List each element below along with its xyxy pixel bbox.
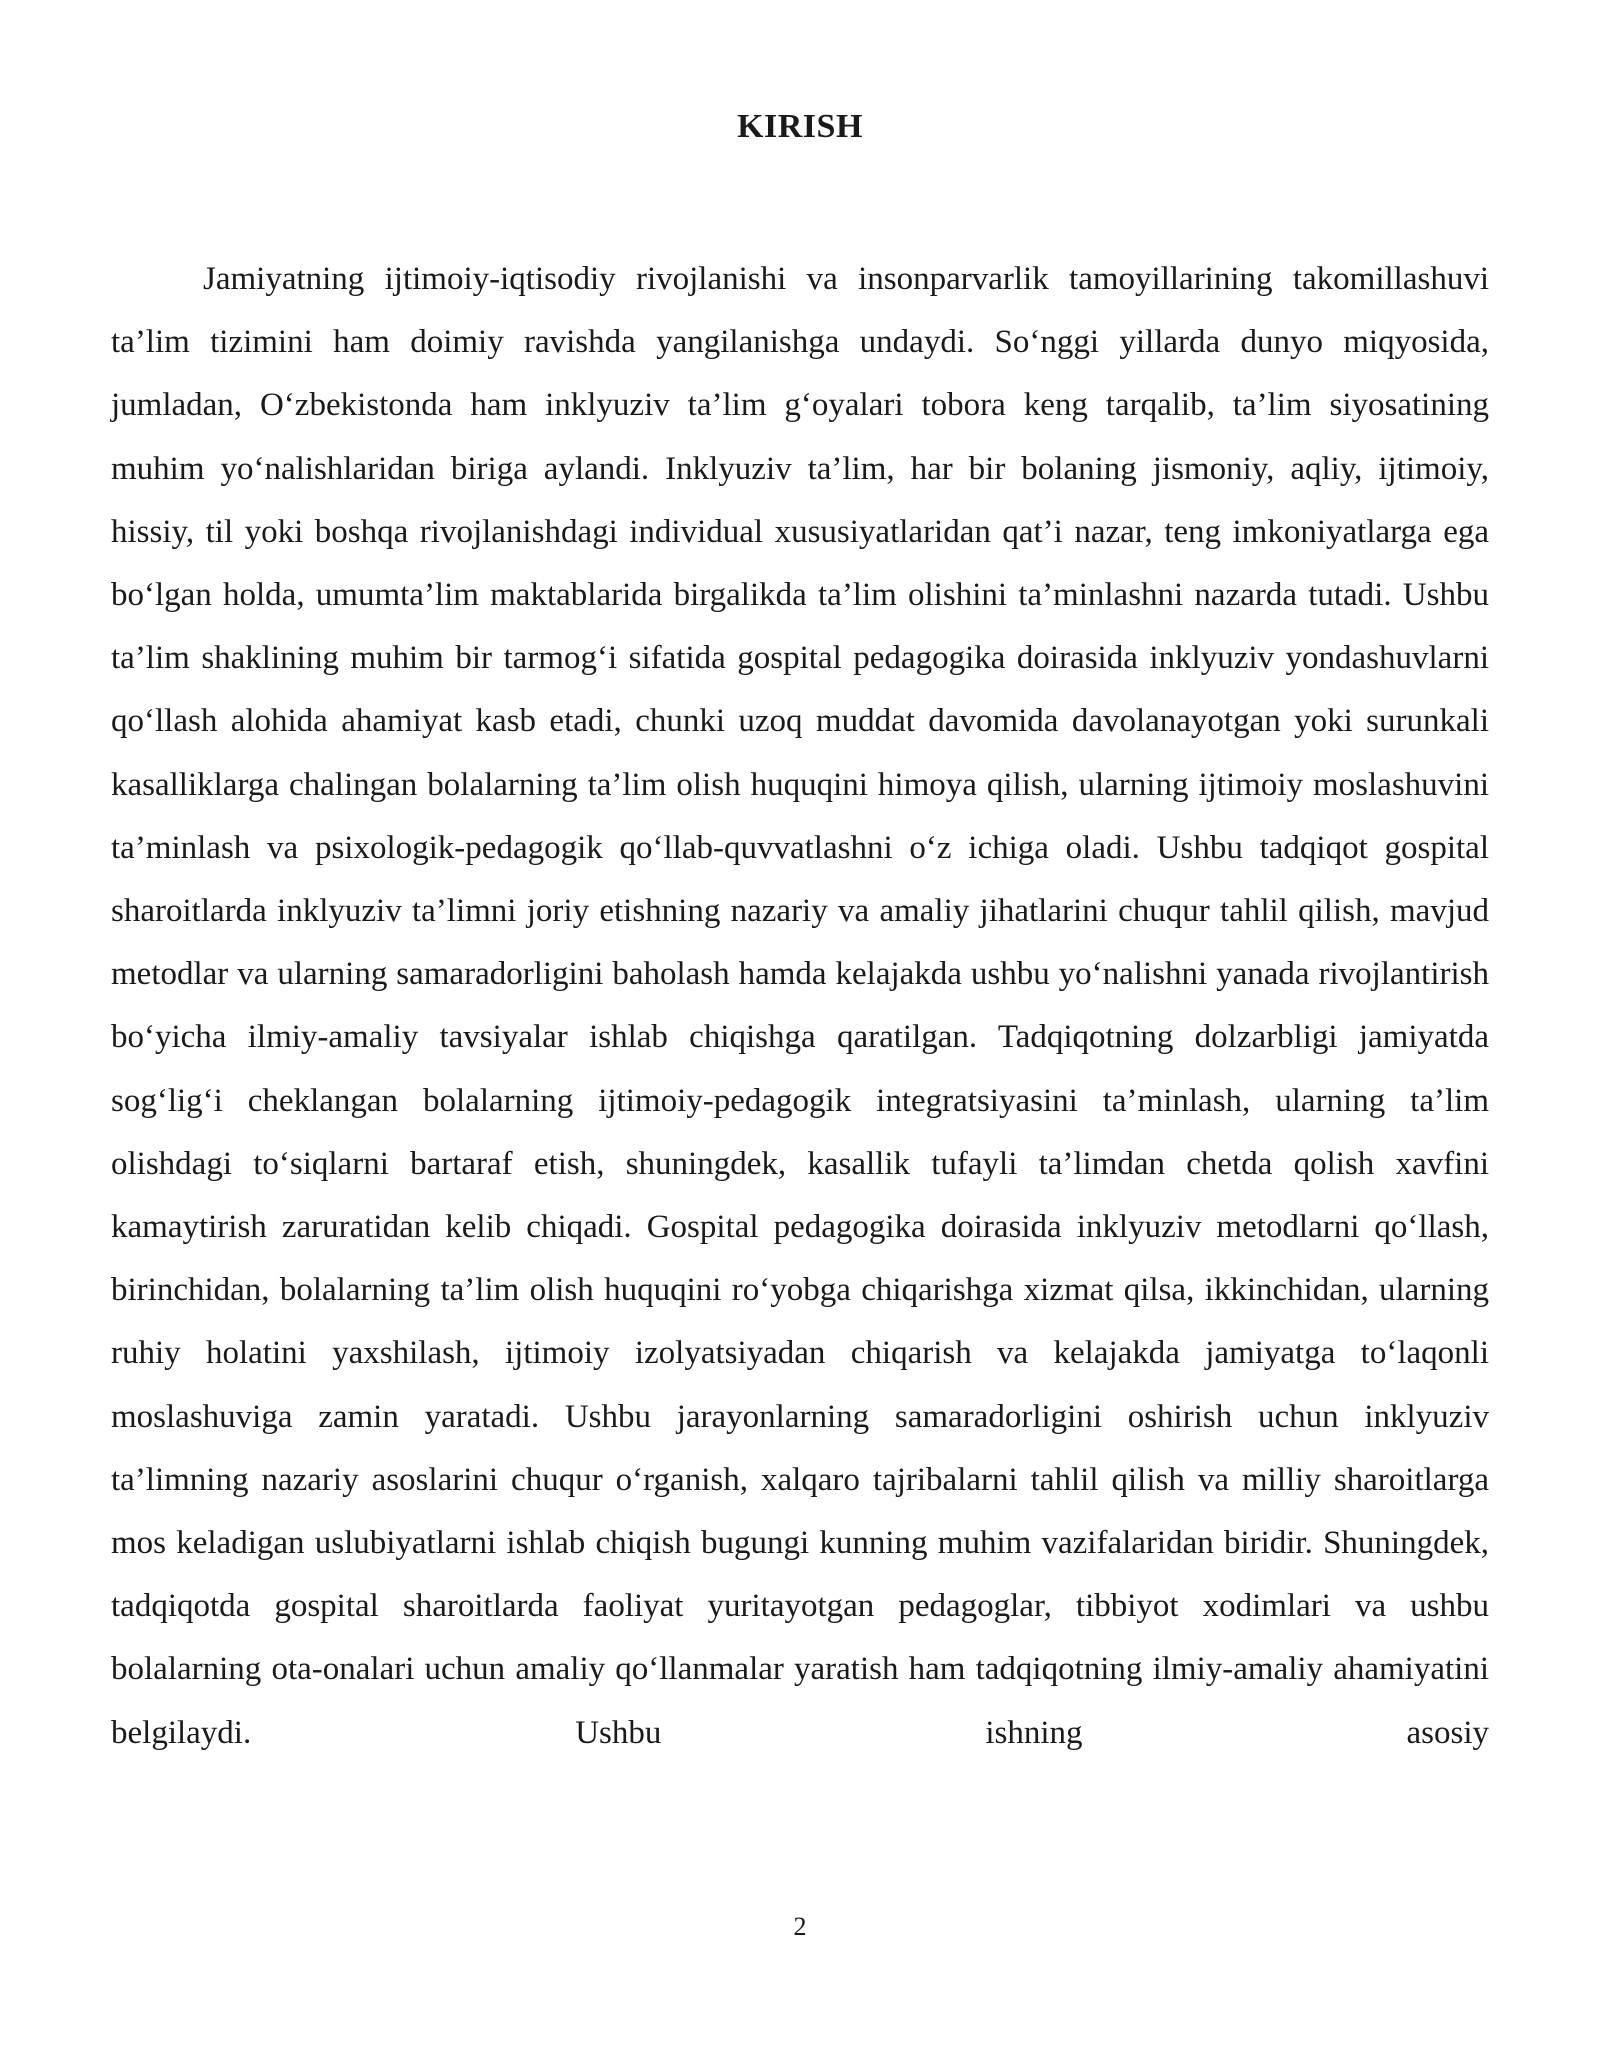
body-paragraph: Jamiyatning ijtimoiy-iqtisodiy rivojlanishi va insonparvarlik tamoyillarining takomillashuvi ta’lim tizimini ham doimiy ravishda yangilanishga undaydi. So‘nggi yillarda dunyo miqyosida, jumladan, O‘zbekistonda ham inklyuziv ta’lim g‘oyalari tobora keng tarqalib, ta’lim siyosatining muhim yo‘nalishlaridan biriga aylandi. Inklyuziv ta’lim, har bir bolaning jismoniy, aqliy, ijtimoiy, hissiy, til yoki boshqa rivojlanishdagi individual xususiyatlaridan qat’i nazar, teng imkoniyatlarga ega bo‘lgan holda, umumta’lim maktablarida birgalikda ta’lim olishini ta’minlashni nazarda tutadi. Ushbu ta’lim shaklining muhim bir tarmog‘i sifatida gospital pedagogika doirasida inklyuziv yondashuvlarni qo‘llash alohida ahamiyat kasb etadi, chunki uzoq muddat davomida davolanayotgan yoki surunkali kasalliklarga chalingan bolalarning ta’lim olish huquqini himoya qilish, ularning ijtimoiy moslashuvini ta’minlash va psixologik-pedagogik qo‘llab-quvvatlashni o‘z ichiga oladi. Ushbu tadqiqot gospital sharoitlarda inklyuziv ta’limni joriy etishning nazariy va amaliy jihatlarini chuqur tahlil qilish, mavjud metodlar va ularning samaradorligini baholash hamda kelajakda ushbu yo‘nalishni yanada rivojlantirish bo‘yicha ilmiy-amaliy tavsiyalar ishlab chiqishga qaratilgan. Tadqiqotning dolzarbligi jamiyatda sog‘lig‘i cheklangan bolalarning ijtimoiy-pedagogik integratsiyasini ta’minlash, ularning ta’lim olishdagi to‘siqlarni bartaraf etish, shuningdek, kasallik tufayli ta’limdan chetda qolish xavfini kamaytirish zaruratidan kelib chiqadi. Gospital pedagogika doirasida inklyuziv metodlarni qo‘llash, birinchidan, bolalarning ta’lim olish huquqini ro‘yobga chiqarishga xizmat qilsa, ikkinchidan, ularning ruhiy holatini yaxshilash, ijtimoiy izolyatsiyadan chiqarish va kelajakda jamiyatga to‘laqonli moslashuviga zamin yaratadi. Ushbu jarayonlarning samaradorligini oshirish uchun inklyuziv ta’limning nazariy asoslarini chuqur o‘rganish, xalqaro tajribalarni tahlil qilish va milliy sharoitlarga mos keladigan uslubiyatlarni ishlab chiqish bugungi kunning muhim vazifalaridan biridir. Shuningdek, tadqiqotda gospital sharoitlarda faoliyat yuritayotgan pedagoglar, tibbiyot xodimlari va ushbu bolalarning ota-onalari uchun amaliy qo‘llanmalar yaratish ham tadqiqotning ilmiy-amaliy ahamiyatini belgilaydi. Ushbu ishning asosiy <box>111 261 1489 1751</box>
section-heading: KIRISH <box>737 108 863 145</box>
page-number: 2 <box>793 1912 807 1941</box>
